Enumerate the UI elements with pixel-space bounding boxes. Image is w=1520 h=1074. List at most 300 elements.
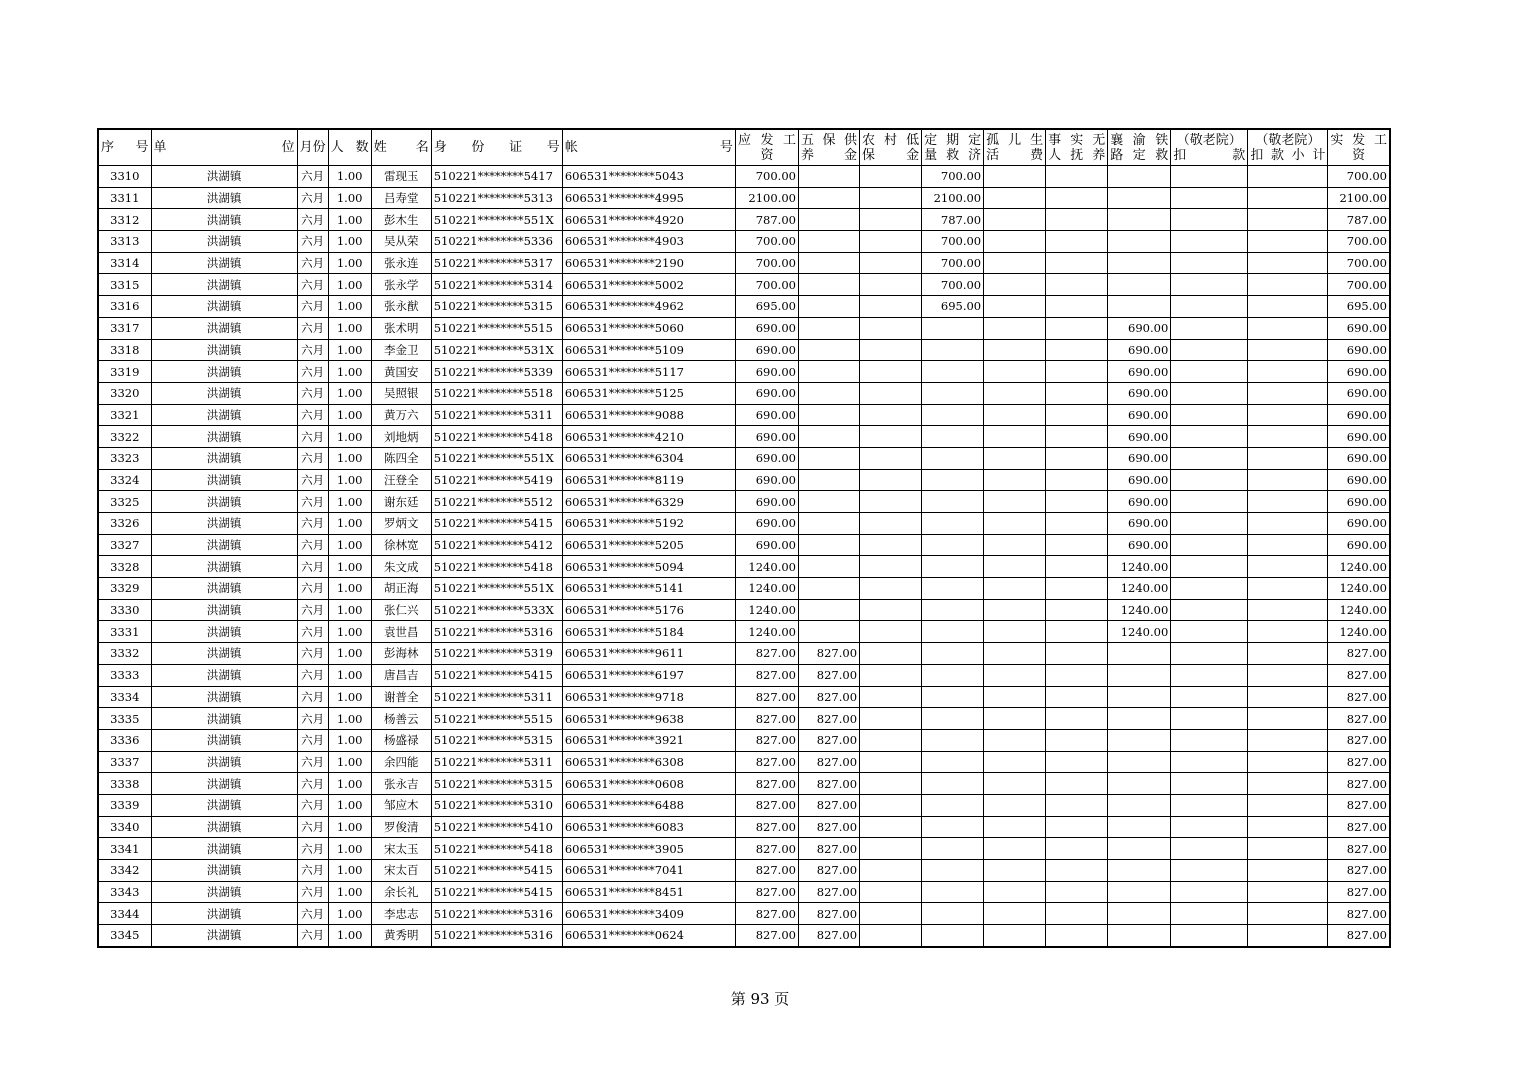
cell-month: 六月 [297, 578, 328, 600]
cell-net: 827.00 [1328, 881, 1390, 903]
cell-deduct [1171, 794, 1248, 816]
cell-gross: 700.00 [735, 252, 798, 274]
header-railway: 襄渝铁 路定救 [1108, 129, 1171, 166]
cell-deduct [1171, 903, 1248, 925]
cell-count: 1.00 [328, 664, 371, 686]
cell-relief: 695.00 [922, 296, 984, 318]
header-count: 人 数 [328, 129, 371, 166]
cell-name: 余长礼 [371, 881, 431, 903]
cell-unit: 洪湖镇 [151, 556, 297, 578]
cell-dibao [860, 794, 922, 816]
cell-id: 510221********5316 [431, 925, 562, 947]
cell-relief [922, 469, 984, 491]
cell-wubao: 827.00 [798, 729, 859, 751]
cell-dibao [860, 925, 922, 947]
cell-seq: 3335 [98, 708, 151, 730]
cell-deduct [1171, 816, 1248, 838]
cell-name: 彭海林 [371, 643, 431, 665]
cell-wubao [798, 426, 859, 448]
cell-count: 1.00 [328, 925, 371, 947]
cell-deduct [1171, 708, 1248, 730]
cell-id: 510221********5311 [431, 686, 562, 708]
cell-dibao [860, 686, 922, 708]
cell-orphan [984, 751, 1046, 773]
cell-unit: 洪湖镇 [151, 686, 297, 708]
cell-seq: 3342 [98, 860, 151, 882]
table-row [98, 382, 1390, 404]
cell-wubao [798, 361, 859, 383]
cell-account: 606531********4962 [562, 296, 735, 318]
cell-orphan [984, 317, 1046, 339]
cell-subtotal [1248, 513, 1328, 535]
table-row [98, 794, 1390, 816]
cell-id: 510221********5316 [431, 903, 562, 925]
cell-orphan [984, 578, 1046, 600]
cell-id: 510221********5418 [431, 426, 562, 448]
payroll-table [97, 128, 1391, 948]
cell-deduct [1171, 925, 1248, 947]
cell-id: 510221********5315 [431, 729, 562, 751]
cell-net: 700.00 [1328, 231, 1390, 253]
cell-count: 1.00 [328, 708, 371, 730]
cell-dibao [860, 534, 922, 556]
cell-account: 606531********5094 [562, 556, 735, 578]
cell-dibao [860, 860, 922, 882]
cell-seq: 3313 [98, 231, 151, 253]
cell-subtotal [1248, 361, 1328, 383]
cell-subtotal [1248, 339, 1328, 361]
cell-month: 六月 [297, 469, 328, 491]
table-row [98, 296, 1390, 318]
cell-month: 六月 [297, 534, 328, 556]
cell-month: 六月 [297, 382, 328, 404]
cell-deduct [1171, 643, 1248, 665]
cell-deduct [1171, 382, 1248, 404]
cell-net: 700.00 [1328, 252, 1390, 274]
cell-subtotal [1248, 751, 1328, 773]
header-name: 姓 名 [371, 129, 431, 166]
cell-gross: 1240.00 [735, 556, 798, 578]
cell-unsupported [1046, 382, 1108, 404]
cell-count: 1.00 [328, 252, 371, 274]
cell-seq: 3340 [98, 816, 151, 838]
cell-id: 510221********5310 [431, 794, 562, 816]
cell-wubao [798, 491, 859, 513]
cell-wubao: 827.00 [798, 838, 859, 860]
cell-gross: 827.00 [735, 881, 798, 903]
cell-railway [1108, 773, 1171, 795]
table-row [98, 729, 1390, 751]
cell-seq: 3338 [98, 773, 151, 795]
cell-wubao: 827.00 [798, 881, 859, 903]
cell-seq: 3322 [98, 426, 151, 448]
cell-account: 606531********0624 [562, 925, 735, 947]
cell-name: 徐林宽 [371, 534, 431, 556]
header-orphan: 孤儿生 活 费 [984, 129, 1046, 166]
cell-net: 827.00 [1328, 729, 1390, 751]
cell-subtotal [1248, 773, 1328, 795]
cell-railway: 690.00 [1108, 317, 1171, 339]
cell-deduct [1171, 447, 1248, 469]
cell-unsupported [1046, 469, 1108, 491]
cell-id: 510221********5336 [431, 231, 562, 253]
cell-unsupported [1046, 556, 1108, 578]
cell-name: 杨善云 [371, 708, 431, 730]
cell-subtotal [1248, 426, 1328, 448]
cell-relief: 700.00 [922, 252, 984, 274]
cell-unsupported [1046, 404, 1108, 426]
cell-relief [922, 621, 984, 643]
cell-railway [1108, 231, 1171, 253]
cell-count: 1.00 [328, 643, 371, 665]
cell-count: 1.00 [328, 903, 371, 925]
cell-account: 606531********5117 [562, 361, 735, 383]
cell-net: 827.00 [1328, 751, 1390, 773]
cell-railway [1108, 664, 1171, 686]
cell-unit: 洪湖镇 [151, 794, 297, 816]
cell-relief [922, 903, 984, 925]
table-body [98, 166, 1390, 947]
cell-count: 1.00 [328, 751, 371, 773]
cell-railway: 690.00 [1108, 426, 1171, 448]
cell-relief [922, 729, 984, 751]
cell-unit: 洪湖镇 [151, 816, 297, 838]
cell-name: 吴照银 [371, 382, 431, 404]
cell-wubao [798, 534, 859, 556]
cell-month: 六月 [297, 643, 328, 665]
cell-orphan [984, 231, 1046, 253]
cell-railway: 1240.00 [1108, 556, 1171, 578]
cell-net: 827.00 [1328, 816, 1390, 838]
cell-count: 1.00 [328, 578, 371, 600]
cell-net: 1240.00 [1328, 621, 1390, 643]
table-row [98, 643, 1390, 665]
table-row [98, 447, 1390, 469]
cell-unsupported [1046, 491, 1108, 513]
cell-wubao [798, 447, 859, 469]
cell-dibao [860, 317, 922, 339]
cell-unsupported [1046, 578, 1108, 600]
cell-relief [922, 773, 984, 795]
cell-id: 510221********5316 [431, 621, 562, 643]
cell-orphan [984, 469, 1046, 491]
cell-deduct [1171, 599, 1248, 621]
cell-net: 827.00 [1328, 838, 1390, 860]
cell-subtotal [1248, 621, 1328, 643]
cell-count: 1.00 [328, 556, 371, 578]
cell-month: 六月 [297, 686, 328, 708]
cell-subtotal [1248, 534, 1328, 556]
cell-net: 690.00 [1328, 447, 1390, 469]
cell-dibao [860, 296, 922, 318]
cell-gross: 827.00 [735, 664, 798, 686]
table-row [98, 209, 1390, 231]
cell-name: 彭木生 [371, 209, 431, 231]
header-unit: 单 位 [151, 129, 297, 166]
table-row [98, 686, 1390, 708]
cell-unsupported [1046, 643, 1108, 665]
cell-net: 827.00 [1328, 643, 1390, 665]
cell-relief: 700.00 [922, 166, 984, 188]
cell-id: 510221********531X [431, 339, 562, 361]
cell-seq: 3341 [98, 838, 151, 860]
cell-relief [922, 925, 984, 947]
cell-net: 1240.00 [1328, 556, 1390, 578]
cell-count: 1.00 [328, 404, 371, 426]
cell-id: 510221********5313 [431, 187, 562, 209]
cell-gross: 700.00 [735, 274, 798, 296]
cell-seq: 3311 [98, 187, 151, 209]
cell-gross: 827.00 [735, 643, 798, 665]
cell-unsupported [1046, 903, 1108, 925]
table-row [98, 534, 1390, 556]
cell-count: 1.00 [328, 231, 371, 253]
cell-dibao [860, 361, 922, 383]
cell-id: 510221********5319 [431, 643, 562, 665]
cell-orphan [984, 708, 1046, 730]
cell-seq: 3328 [98, 556, 151, 578]
cell-seq: 3320 [98, 382, 151, 404]
cell-account: 606531********5192 [562, 513, 735, 535]
cell-name: 张永学 [371, 274, 431, 296]
cell-gross: 827.00 [735, 686, 798, 708]
cell-net: 2100.00 [1328, 187, 1390, 209]
cell-deduct [1171, 166, 1248, 188]
cell-railway: 690.00 [1108, 361, 1171, 383]
cell-subtotal [1248, 556, 1328, 578]
cell-gross: 690.00 [735, 426, 798, 448]
cell-unsupported [1046, 339, 1108, 361]
cell-unsupported [1046, 794, 1108, 816]
cell-dibao [860, 751, 922, 773]
cell-orphan [984, 816, 1046, 838]
cell-subtotal [1248, 708, 1328, 730]
cell-railway [1108, 925, 1171, 947]
cell-month: 六月 [297, 599, 328, 621]
cell-orphan [984, 881, 1046, 903]
cell-dibao [860, 447, 922, 469]
cell-unsupported [1046, 686, 1108, 708]
cell-count: 1.00 [328, 491, 371, 513]
cell-gross: 827.00 [735, 816, 798, 838]
cell-dibao [860, 708, 922, 730]
cell-seq: 3310 [98, 166, 151, 188]
cell-unsupported [1046, 274, 1108, 296]
cell-month: 六月 [297, 881, 328, 903]
cell-subtotal [1248, 578, 1328, 600]
cell-orphan [984, 404, 1046, 426]
cell-account: 606531********5043 [562, 166, 735, 188]
cell-month: 六月 [297, 903, 328, 925]
cell-gross: 690.00 [735, 382, 798, 404]
cell-unit: 洪湖镇 [151, 274, 297, 296]
cell-dibao [860, 469, 922, 491]
cell-subtotal [1248, 296, 1328, 318]
cell-name: 张永连 [371, 252, 431, 274]
cell-month: 六月 [297, 773, 328, 795]
cell-wubao [798, 404, 859, 426]
cell-month: 六月 [297, 816, 328, 838]
cell-wubao: 827.00 [798, 686, 859, 708]
cell-wubao: 827.00 [798, 751, 859, 773]
cell-orphan [984, 447, 1046, 469]
cell-month: 六月 [297, 231, 328, 253]
cell-deduct [1171, 664, 1248, 686]
cell-relief [922, 513, 984, 535]
cell-count: 1.00 [328, 382, 371, 404]
cell-net: 690.00 [1328, 339, 1390, 361]
cell-seq: 3318 [98, 339, 151, 361]
cell-name: 吕寿堂 [371, 187, 431, 209]
cell-account: 606531********4995 [562, 187, 735, 209]
cell-railway: 1240.00 [1108, 578, 1171, 600]
cell-wubao: 827.00 [798, 773, 859, 795]
cell-id: 510221********5311 [431, 751, 562, 773]
cell-count: 1.00 [328, 794, 371, 816]
cell-account: 606531********6488 [562, 794, 735, 816]
cell-wubao [798, 317, 859, 339]
cell-orphan [984, 621, 1046, 643]
cell-subtotal [1248, 664, 1328, 686]
cell-count: 1.00 [328, 426, 371, 448]
cell-wubao [798, 166, 859, 188]
cell-wubao: 827.00 [798, 816, 859, 838]
cell-account: 606531********5205 [562, 534, 735, 556]
cell-deduct [1171, 686, 1248, 708]
cell-gross: 690.00 [735, 534, 798, 556]
cell-month: 六月 [297, 925, 328, 947]
cell-unsupported [1046, 838, 1108, 860]
cell-unsupported [1046, 187, 1108, 209]
cell-gross: 690.00 [735, 404, 798, 426]
cell-name: 袁世昌 [371, 621, 431, 643]
cell-railway [1108, 686, 1171, 708]
cell-subtotal [1248, 925, 1328, 947]
cell-deduct [1171, 274, 1248, 296]
table-row [98, 599, 1390, 621]
cell-month: 六月 [297, 426, 328, 448]
table-row [98, 187, 1390, 209]
cell-relief [922, 426, 984, 448]
cell-orphan [984, 664, 1046, 686]
cell-name: 张永吉 [371, 773, 431, 795]
header-wubao: 五保供 养 金 [798, 129, 859, 166]
cell-railway: 690.00 [1108, 513, 1171, 535]
cell-dibao [860, 426, 922, 448]
cell-name: 李金卫 [371, 339, 431, 361]
table-row [98, 816, 1390, 838]
cell-seq: 3344 [98, 903, 151, 925]
cell-gross: 1240.00 [735, 621, 798, 643]
cell-account: 606531********6304 [562, 447, 735, 469]
cell-relief [922, 794, 984, 816]
cell-account: 606531********6197 [562, 664, 735, 686]
cell-unit: 洪湖镇 [151, 513, 297, 535]
cell-count: 1.00 [328, 469, 371, 491]
cell-net: 827.00 [1328, 773, 1390, 795]
cell-unit: 洪湖镇 [151, 339, 297, 361]
cell-subtotal [1248, 382, 1328, 404]
cell-net: 690.00 [1328, 382, 1390, 404]
cell-month: 六月 [297, 317, 328, 339]
cell-unsupported [1046, 209, 1108, 231]
cell-net: 690.00 [1328, 317, 1390, 339]
cell-railway [1108, 729, 1171, 751]
cell-name: 宋太玉 [371, 838, 431, 860]
cell-gross: 827.00 [735, 794, 798, 816]
cell-wubao [798, 296, 859, 318]
cell-relief [922, 339, 984, 361]
cell-account: 606531********9088 [562, 404, 735, 426]
cell-net: 690.00 [1328, 469, 1390, 491]
cell-wubao: 827.00 [798, 925, 859, 947]
cell-seq: 3336 [98, 729, 151, 751]
cell-seq: 3333 [98, 664, 151, 686]
cell-wubao: 827.00 [798, 708, 859, 730]
cell-count: 1.00 [328, 621, 371, 643]
cell-dibao [860, 274, 922, 296]
cell-subtotal [1248, 729, 1328, 751]
cell-subtotal [1248, 860, 1328, 882]
table-row [98, 881, 1390, 903]
table-row [98, 361, 1390, 383]
cell-month: 六月 [297, 404, 328, 426]
cell-unsupported [1046, 773, 1108, 795]
cell-unit: 洪湖镇 [151, 729, 297, 751]
table-row [98, 903, 1390, 925]
cell-unsupported [1046, 925, 1108, 947]
cell-seq: 3331 [98, 621, 151, 643]
cell-gross: 827.00 [735, 838, 798, 860]
cell-unit: 洪湖镇 [151, 643, 297, 665]
cell-deduct [1171, 556, 1248, 578]
cell-id: 510221********5412 [431, 534, 562, 556]
cell-account: 606531********6329 [562, 491, 735, 513]
cell-account: 606531********3921 [562, 729, 735, 751]
cell-railway: 1240.00 [1108, 599, 1171, 621]
cell-gross: 827.00 [735, 708, 798, 730]
cell-name: 谢普全 [371, 686, 431, 708]
cell-subtotal [1248, 599, 1328, 621]
cell-orphan [984, 556, 1046, 578]
cell-unsupported [1046, 361, 1108, 383]
cell-unit: 洪湖镇 [151, 252, 297, 274]
cell-railway: 690.00 [1108, 339, 1171, 361]
cell-unsupported [1046, 317, 1108, 339]
cell-unit: 洪湖镇 [151, 317, 297, 339]
table-row [98, 339, 1390, 361]
cell-dibao [860, 903, 922, 925]
cell-subtotal [1248, 816, 1328, 838]
cell-unit: 洪湖镇 [151, 860, 297, 882]
cell-relief: 700.00 [922, 231, 984, 253]
cell-wubao [798, 274, 859, 296]
cell-deduct [1171, 404, 1248, 426]
cell-gross: 700.00 [735, 166, 798, 188]
table-row [98, 773, 1390, 795]
cell-subtotal [1248, 491, 1328, 513]
cell-id: 510221********5415 [431, 860, 562, 882]
cell-month: 六月 [297, 361, 328, 383]
cell-railway: 690.00 [1108, 404, 1171, 426]
cell-id: 510221********5415 [431, 664, 562, 686]
cell-deduct [1171, 513, 1248, 535]
cell-account: 606531********5002 [562, 274, 735, 296]
cell-deduct [1171, 729, 1248, 751]
cell-account: 606531********9611 [562, 643, 735, 665]
cell-account: 606531********5060 [562, 317, 735, 339]
cell-seq: 3312 [98, 209, 151, 231]
